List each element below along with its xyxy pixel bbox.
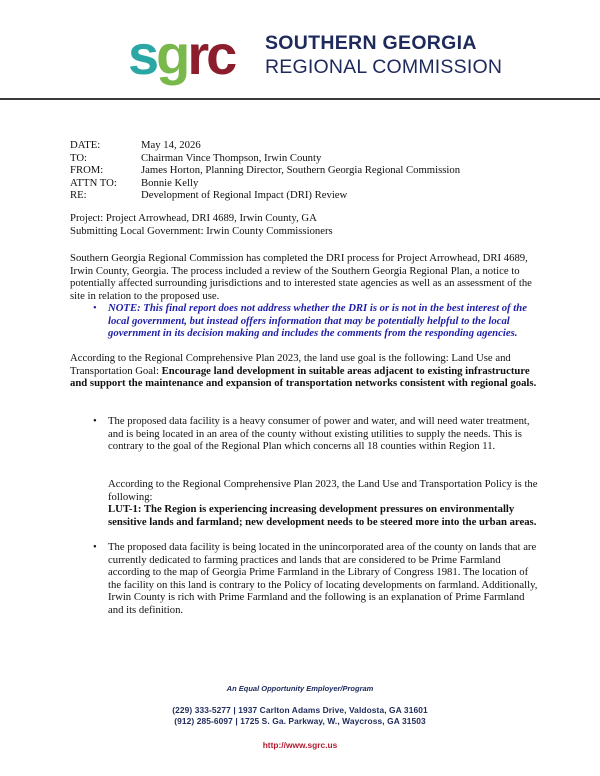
website-link[interactable]: http://www.sgrc.us	[262, 740, 338, 750]
bullet-paragraph: The proposed data facility is a heavy consumer of power and water, and will need water treatment, and is being located in an area of the county without existing utilities to supply the needs. This is contrary to the goal of the Regional Plan which concerns all 18 counties within Region 11.	[108, 415, 530, 453]
org-name-line1: SOUTHERN GEORGIA	[265, 32, 477, 54]
bullet-paragraph: The proposed data facility is being located in the unincorporated area of the county on lands that are currently dedicated to farming practices and lands that are considered to be Prime Farmland according to the map of Georgia Prime Farmland in the Library of Congress 1981. The location of the facility on this land is contrary to the Policy of locating developments on farmland. Additionally, Irwin County is rich with Prime Farmland and the following is an explanation of Prime Farmland and its definition.	[108, 541, 538, 616]
bullet-icon: •	[93, 415, 97, 427]
policy-statement: LUT-1: The Region is experiencing increasing development pressures on environmentally sensitive lands and farmland; new development needs to be steered more into the urban areas.	[108, 503, 537, 528]
organization-name	[265, 34, 502, 77]
memo-row-re	[70, 189, 460, 202]
policy-intro: According to the Regional Comprehensive Plan 2023, the Land Use and Transportation Policy is the following:	[108, 478, 538, 503]
svg-text:sgrc: sgrc	[128, 28, 235, 86]
memo-label: ATTN TO:	[70, 176, 117, 189]
memo-value: Bonnie Kelly	[141, 176, 199, 189]
memo-label: RE:	[70, 189, 87, 202]
goal-statement: Encourage land development in suitable areas adjacent to existing infrastructure and support the maintenance and expansion of transportation networks consistent with regional goals.	[70, 364, 537, 390]
memo-row-attn	[70, 177, 460, 190]
memo-value: Chairman Vince Thompson, Irwin County	[141, 151, 322, 164]
sgrc-logo	[128, 28, 508, 88]
bullet-icon: •	[93, 541, 97, 553]
memo-label: TO:	[70, 151, 88, 164]
equal-opportunity-statement: An Equal Opportunity Employer/Program	[226, 684, 374, 693]
intro-paragraph: Southern Georgia Regional Commission has completed the DRI process for Project Arrowhead, DRI 4689, Irwin County, Georgia. The process included a review of the Southern Georgia Regional Plan, a notice to potentially affected surrounding jurisdictions and to interested state agencies as well as an assessment of the site in relation to the proposed use.	[70, 252, 532, 302]
org-name-line2: REGIONAL COMMISSION	[265, 55, 503, 78]
footer-address-valdosta: (229) 333-5277 | 1937 Carlton Adams Drive, Valdosta, GA 31601	[172, 705, 428, 715]
footer-address-waycross: (912) 285-6097 | 1725 S. Ga. Parkway, W., Waycross, GA 31503	[174, 716, 426, 726]
memo-value: James Horton, Planning Director, Southern Georgia Regional Commission	[141, 164, 461, 177]
project-line: Project: Project Arrowhead, DRI 4689, Irwin County, GA	[70, 212, 317, 224]
policy-paragraph	[108, 478, 538, 528]
goal-intro: According to the Regional Comprehensive Plan 2023, the land use goal is the following: Land Use and Transportation Goal:	[70, 352, 511, 377]
memo-value: Development of Regional Impact (DRI) Review	[141, 189, 348, 202]
memo-row-from	[70, 164, 460, 177]
memo-label: FROM:	[70, 164, 104, 177]
project-info	[70, 212, 333, 237]
memo-row-to	[70, 152, 460, 165]
letterhead-divider	[0, 98, 600, 100]
memo-header	[70, 139, 460, 202]
goal-paragraph	[70, 352, 538, 390]
submitting-government-line: Submitting Local Government: Irwin County Commissioners	[70, 224, 333, 237]
bullet-icon: •	[93, 302, 97, 314]
memo-row-date	[70, 139, 460, 152]
sgrc-logo-mark	[128, 28, 260, 88]
memo-value: May 14, 2026	[141, 139, 201, 151]
memo-label: DATE:	[70, 139, 101, 151]
note-paragraph: NOTE: This final report does not address whether the DRI is or is not in the best interest of the local government, but instead offers information that may be potentially helpful to the local government in its decision making and includes the comments from the responding agencies.	[108, 302, 527, 340]
